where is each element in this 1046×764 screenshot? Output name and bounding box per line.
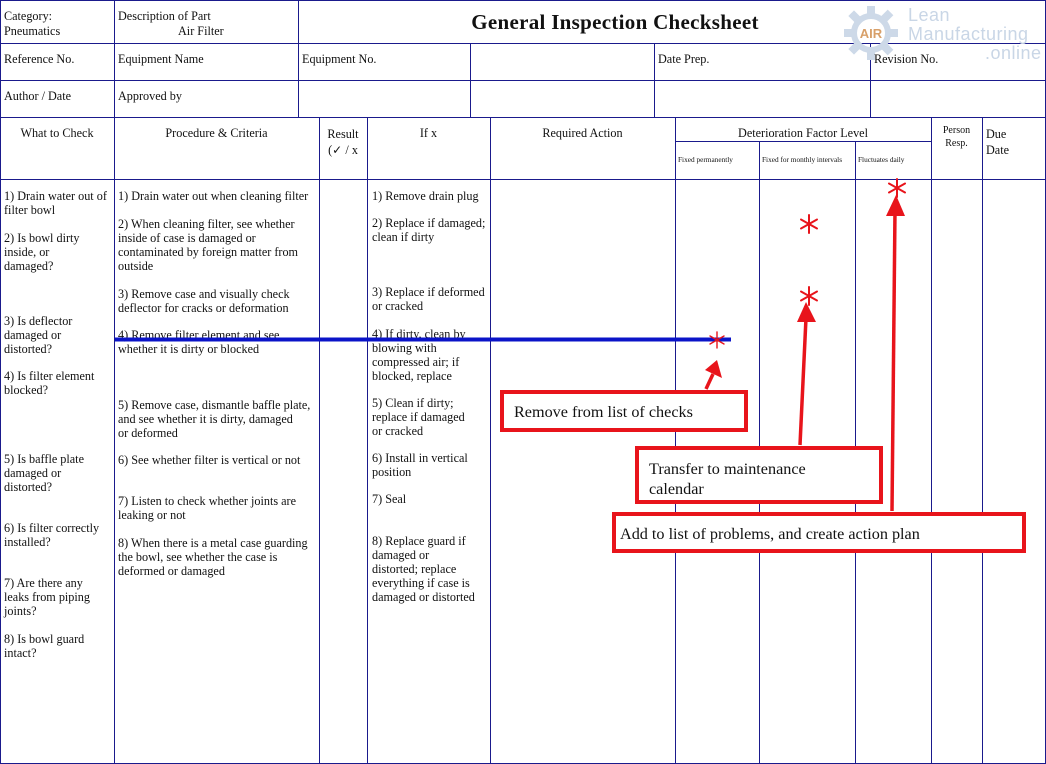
procedure-item: 4) Remove filter element and see whether it is dirty or blocked	[118, 328, 280, 356]
ifx-item: 5) Clean if dirty; replace if damaged or cracked	[372, 396, 465, 438]
column-det-fixed: Fixed permanently	[678, 155, 733, 164]
what-item: 4) Is filter element blocked?	[4, 369, 95, 397]
procedure-item: 3) Remove case and visually check deflector for cracks or deformation	[118, 287, 290, 315]
procedure-item: 2) When cleaning filter, see whether inside of case is damaged or contaminated by foreign matter from outside	[118, 217, 299, 273]
column-person-resp: Person Resp.	[942, 125, 971, 149]
what-item: 7) Are there any leaks from piping joints?	[4, 576, 90, 618]
equipment-name-label: Equipment Name	[118, 52, 204, 66]
reference-label: Reference No.	[4, 52, 75, 66]
column-deterioration: Deterioration Factor Level	[738, 126, 868, 140]
ifx-item: 3) Replace if deformed or cracked	[372, 285, 485, 313]
category-value: Pneumatics	[4, 24, 61, 38]
column-det-daily: Fluctuates daily	[858, 155, 905, 164]
column-if-x: If x	[419, 126, 438, 140]
ifx-item: 7) Seal	[372, 492, 407, 506]
column-procedure: Procedure & Criteria	[165, 126, 268, 140]
what-item: 6) Is filter correctly installed?	[4, 521, 100, 549]
logo-line-1: Lean	[908, 5, 951, 25]
logo-line-2: Manufacturing	[908, 24, 1029, 44]
what-item: 2) Is bowl dirty inside, or damaged?	[4, 231, 80, 273]
author-label: Author / Date	[4, 89, 72, 103]
ifx-item: 1) Remove drain plug	[372, 189, 479, 203]
procedure-item: 8) When there is a metal case guarding the bowl, see whether the case is deformed or damaged	[118, 536, 308, 578]
description-label: Description of Part	[118, 9, 211, 23]
ifx-item: 6) Install in vertical position	[372, 451, 468, 479]
procedure-item: 6) See whether filter is vertical or not	[118, 453, 301, 467]
approved-label: Approved by	[118, 89, 182, 103]
callout-remove-from-list: Remove from list of checks	[500, 390, 748, 432]
category-label: Category:	[4, 9, 53, 23]
column-due-date: Due Date	[986, 127, 1010, 157]
what-item: 5) Is baffle plate damaged or distorted?	[4, 452, 84, 494]
procedure-item: 1) Drain water out when cleaning filter	[118, 189, 309, 203]
ifx-item: 2) Replace if damaged; clean if dirty	[372, 216, 486, 244]
column-result: Result (✓ / x	[327, 127, 359, 157]
procedure-item: 5) Remove case, dismantle baffle plate, and see whether it is dirty, damaged or deformed	[118, 398, 311, 440]
description-value: Air Filter	[178, 24, 224, 38]
procedure-item: 7) Listen to check whether joints are leaking or not	[118, 494, 297, 522]
what-item: 8) Is bowl guard intact?	[4, 632, 85, 660]
what-item: 1) Drain water out of filter bowl	[4, 189, 107, 217]
page-title: General Inspection Checksheet	[471, 10, 759, 34]
ifx-item: 8) Replace guard if damaged or distorted; replace everything if case is damaged or distorted	[372, 534, 475, 604]
what-item: 3) Is deflector damaged or distorted?	[4, 314, 73, 356]
equipment-no-label: Equipment No.	[302, 52, 377, 66]
callout-transfer-to-calendar: Transfer to maintenance calendar	[635, 446, 883, 504]
date-prep-label: Date Prep.	[658, 52, 710, 66]
column-det-monthly: Fixed for monthly intervals	[762, 155, 843, 164]
column-required-action: Required Action	[542, 126, 623, 140]
revision-label: Revision No.	[874, 52, 939, 66]
callout-add-to-problems: Add to list of problems, and create action plan	[612, 512, 1026, 553]
ifx-item: 4) If dirty, clean by blowing with compressed air; if blocked, replace	[372, 327, 466, 383]
logo-line-3: .online	[985, 43, 1042, 63]
svg-text:AIR: AIR	[859, 26, 883, 41]
column-what-to-check: What to Check	[20, 126, 94, 140]
